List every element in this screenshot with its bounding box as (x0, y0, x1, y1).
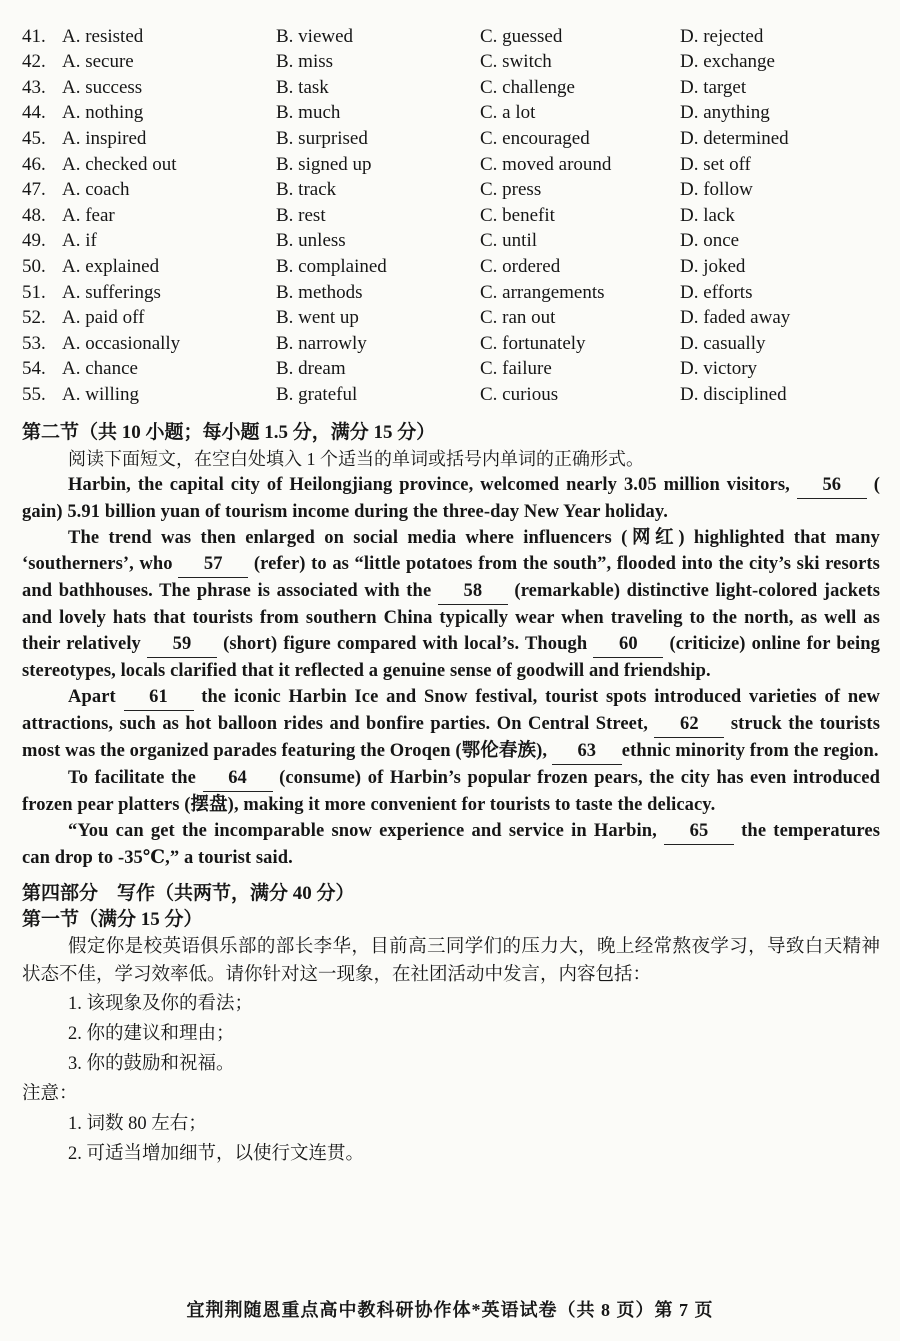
choice-row (22, 227, 880, 253)
blank-57: 57 (178, 551, 248, 578)
blank-60: 60 (593, 631, 663, 658)
question-number: 51. (22, 281, 46, 303)
passage-text: Harbin, the capital city of Heilongjiang province, welcomed nearly 3.05 million visitors, (68, 474, 797, 495)
option-d: D. determined (680, 127, 789, 149)
section2-title: 第二节（共 10 小题；每小题 1.5 分，满分 15 分） (22, 421, 436, 443)
passage-paragraph-3 (22, 684, 880, 765)
option-d: D. once (680, 230, 740, 252)
option-d: D. victory (680, 358, 758, 380)
part4-subsection-title: 第一节（满分 15 分） (22, 908, 203, 930)
note-item: 2. 可适当增加细节，以使行文连贯。 (68, 1143, 365, 1164)
option-b: B. unless (276, 230, 346, 252)
option-b: B. track (276, 179, 337, 201)
blank-65: 65 (664, 818, 734, 845)
choice-row (22, 22, 880, 48)
choice-row (22, 278, 880, 304)
question-number: 47. (22, 179, 46, 201)
option-c: C. benefit (480, 204, 555, 226)
option-a: A. if (62, 230, 97, 252)
blank-56: 56 (797, 472, 867, 499)
question-number: 48. (22, 204, 46, 226)
passage-text: (short) figure compared with local’s. Though (217, 633, 594, 654)
passage-paragraph-5 (22, 818, 880, 871)
choice-row (22, 124, 880, 150)
page-footer: 宜荆荆随恩重点高中教科研协作体*英语试卷（共 8 页）第 7 页 (186, 1300, 714, 1320)
choice-row (22, 99, 880, 125)
option-d: D. exchange (680, 51, 775, 73)
part4-title: 第四部分 写作（共两节，满分 40 分） (22, 882, 355, 904)
option-d: D. lack (680, 204, 735, 226)
question-number: 54. (22, 358, 46, 380)
option-c: C. a lot (480, 102, 536, 124)
option-d: D. efforts (680, 281, 753, 303)
question-number: 55. (22, 383, 46, 405)
blank-59: 59 (147, 631, 217, 658)
passage-text: “You can get the incomparable snow experience and service in Harbin, (68, 820, 664, 841)
task-item: 3. 你的鼓励和祝福。 (68, 1053, 235, 1074)
option-c: C. encouraged (480, 127, 590, 149)
choice-row (22, 176, 880, 202)
option-d: D. target (680, 76, 747, 98)
option-c: C. fortunately (480, 332, 586, 354)
choice-row (22, 48, 880, 74)
option-a: A. resisted (62, 25, 144, 47)
choice-row (22, 201, 880, 227)
option-b: B. dream (276, 358, 346, 380)
note-item: 1. 词数 80 左右； (68, 1113, 207, 1134)
question-number: 44. (22, 102, 46, 124)
exam-page (22, 22, 880, 1169)
option-b: B. narrowly (276, 332, 367, 354)
choice-row (22, 73, 880, 99)
task-item: 1. 该现象及你的看法； (68, 993, 254, 1014)
option-d: D. faded away (680, 307, 791, 329)
passage-paragraph-4 (22, 765, 880, 818)
passage-paragraph-2 (22, 525, 880, 684)
option-a: A. fear (62, 204, 115, 226)
option-c: C. ran out (480, 307, 556, 329)
blank-64: 64 (203, 765, 273, 792)
option-a: A. success (62, 76, 143, 98)
question-number: 43. (22, 76, 46, 98)
option-d: D. rejected (680, 25, 764, 47)
option-d: D. anything (680, 102, 770, 124)
question-number: 45. (22, 127, 46, 149)
option-b: B. much (276, 102, 341, 124)
passage-text: ethnic minority from the region. (621, 740, 879, 761)
note-label: 注意： (22, 1083, 78, 1104)
option-a: A. coach (62, 179, 130, 201)
option-c: C. until (480, 230, 538, 252)
option-b: B. task (276, 76, 329, 98)
question-number: 50. (22, 255, 46, 277)
passage-text: the temperatures can drop to -35℃,” a tourist said. (22, 820, 880, 868)
question-number: 42. (22, 51, 46, 73)
passage-text: struck the tourists most was the organized parades featuring the Oroqen (鄂伦春族), (22, 713, 880, 761)
blank-61: 61 (124, 684, 194, 711)
choice-row (22, 252, 880, 278)
passage-text: (remarkable) distinctive light-colored jackets and lovely hats that tourists from southern China typically wear when traveling to the north, as well as their relatively (22, 580, 880, 654)
choices-list (22, 22, 880, 406)
option-b: B. grateful (276, 383, 358, 405)
option-b: B. miss (276, 51, 334, 73)
option-d: D. follow (680, 179, 753, 201)
passage-text: (refer) to as “little potatoes from the south”, flooded into the city’s ski resorts and bathhouses. The phrase is associated with the (22, 553, 880, 601)
option-b: B. methods (276, 281, 363, 303)
task-item: 2. 你的建议和理由； (68, 1023, 235, 1044)
option-b: B. signed up (276, 153, 372, 175)
option-c: C. failure (480, 358, 552, 380)
question-number: 41. (22, 25, 46, 47)
option-a: A. secure (62, 51, 134, 73)
passage-text: (consume) of Harbin’s popular frozen pears, the city has even introduced frozen pear platters (摆盘), making it more convenient for tourists to taste the delicacy. (22, 767, 880, 815)
option-c: C. press (480, 179, 542, 201)
passage-paragraph-1 (22, 472, 880, 525)
option-b: B. rest (276, 204, 326, 226)
passage-text: Apart (68, 686, 124, 707)
choice-row (22, 355, 880, 381)
question-number: 46. (22, 153, 46, 175)
option-c: C. moved around (480, 153, 612, 175)
option-a: A. willing (62, 383, 140, 405)
question-number: 53. (22, 332, 46, 354)
option-c: C. guessed (480, 25, 563, 47)
option-b: B. viewed (276, 25, 354, 47)
blank-63: 63 (552, 738, 622, 765)
blank-62: 62 (654, 711, 724, 738)
option-c: C. challenge (480, 76, 575, 98)
passage-text: To facilitate the (68, 767, 203, 788)
option-b: B. surprised (276, 127, 368, 149)
choice-row (22, 304, 880, 330)
passage-text: The trend was then enlarged on social media where influencers (网红) highlighted that many ‘southerners’, who (22, 527, 880, 574)
choice-row (22, 150, 880, 176)
option-a: A. paid off (62, 307, 145, 329)
option-c: C. arrangements (480, 281, 605, 303)
option-d: D. disciplined (680, 383, 787, 405)
passage-text: the iconic Harbin Ice and Snow festival, tourist spots introduced varieties of new attractions, such as hot balloon rides and bonfire parties. On Central Street, (22, 686, 880, 734)
option-a: A. inspired (62, 127, 147, 149)
blank-58: 58 (438, 578, 508, 605)
option-a: A. sufferings (62, 281, 161, 303)
option-c: C. curious (480, 383, 559, 405)
question-number: 52. (22, 307, 46, 329)
option-a: A. chance (62, 358, 138, 380)
option-a: A. nothing (62, 102, 144, 124)
choice-row (22, 380, 880, 406)
option-a: A. occasionally (62, 332, 181, 354)
option-b: B. complained (276, 255, 387, 277)
option-d: D. set off (680, 153, 751, 175)
option-c: C. switch (480, 51, 552, 73)
option-c: C. ordered (480, 255, 561, 277)
option-b: B. went up (276, 307, 359, 329)
passage-text: ( gain) 5.91 billion yuan of tourism income during the three-day New Year holiday. (22, 474, 880, 522)
option-d: D. joked (680, 255, 746, 277)
writing-task: 假定你是校英语俱乐部的部长李华，目前高三同学们的压力大，晚上经常熬夜学习，导致白天精神状态不佳，学习效率低。请你针对这一现象，在社团活动中发言，内容包括： (22, 936, 880, 985)
passage-text: (criticize) online for being stereotypes, locals clarified that it reflected a genuine sense of goodwill and friendship. (22, 633, 880, 681)
section2-instruction: 阅读下面短文，在空白处填入 1 个适当的单词或括号内单词的正确形式。 (68, 448, 644, 469)
option-a: A. checked out (62, 153, 177, 175)
option-a: A. explained (62, 255, 160, 277)
question-number: 49. (22, 230, 46, 252)
choice-row (22, 329, 880, 355)
option-d: D. casually (680, 332, 766, 354)
